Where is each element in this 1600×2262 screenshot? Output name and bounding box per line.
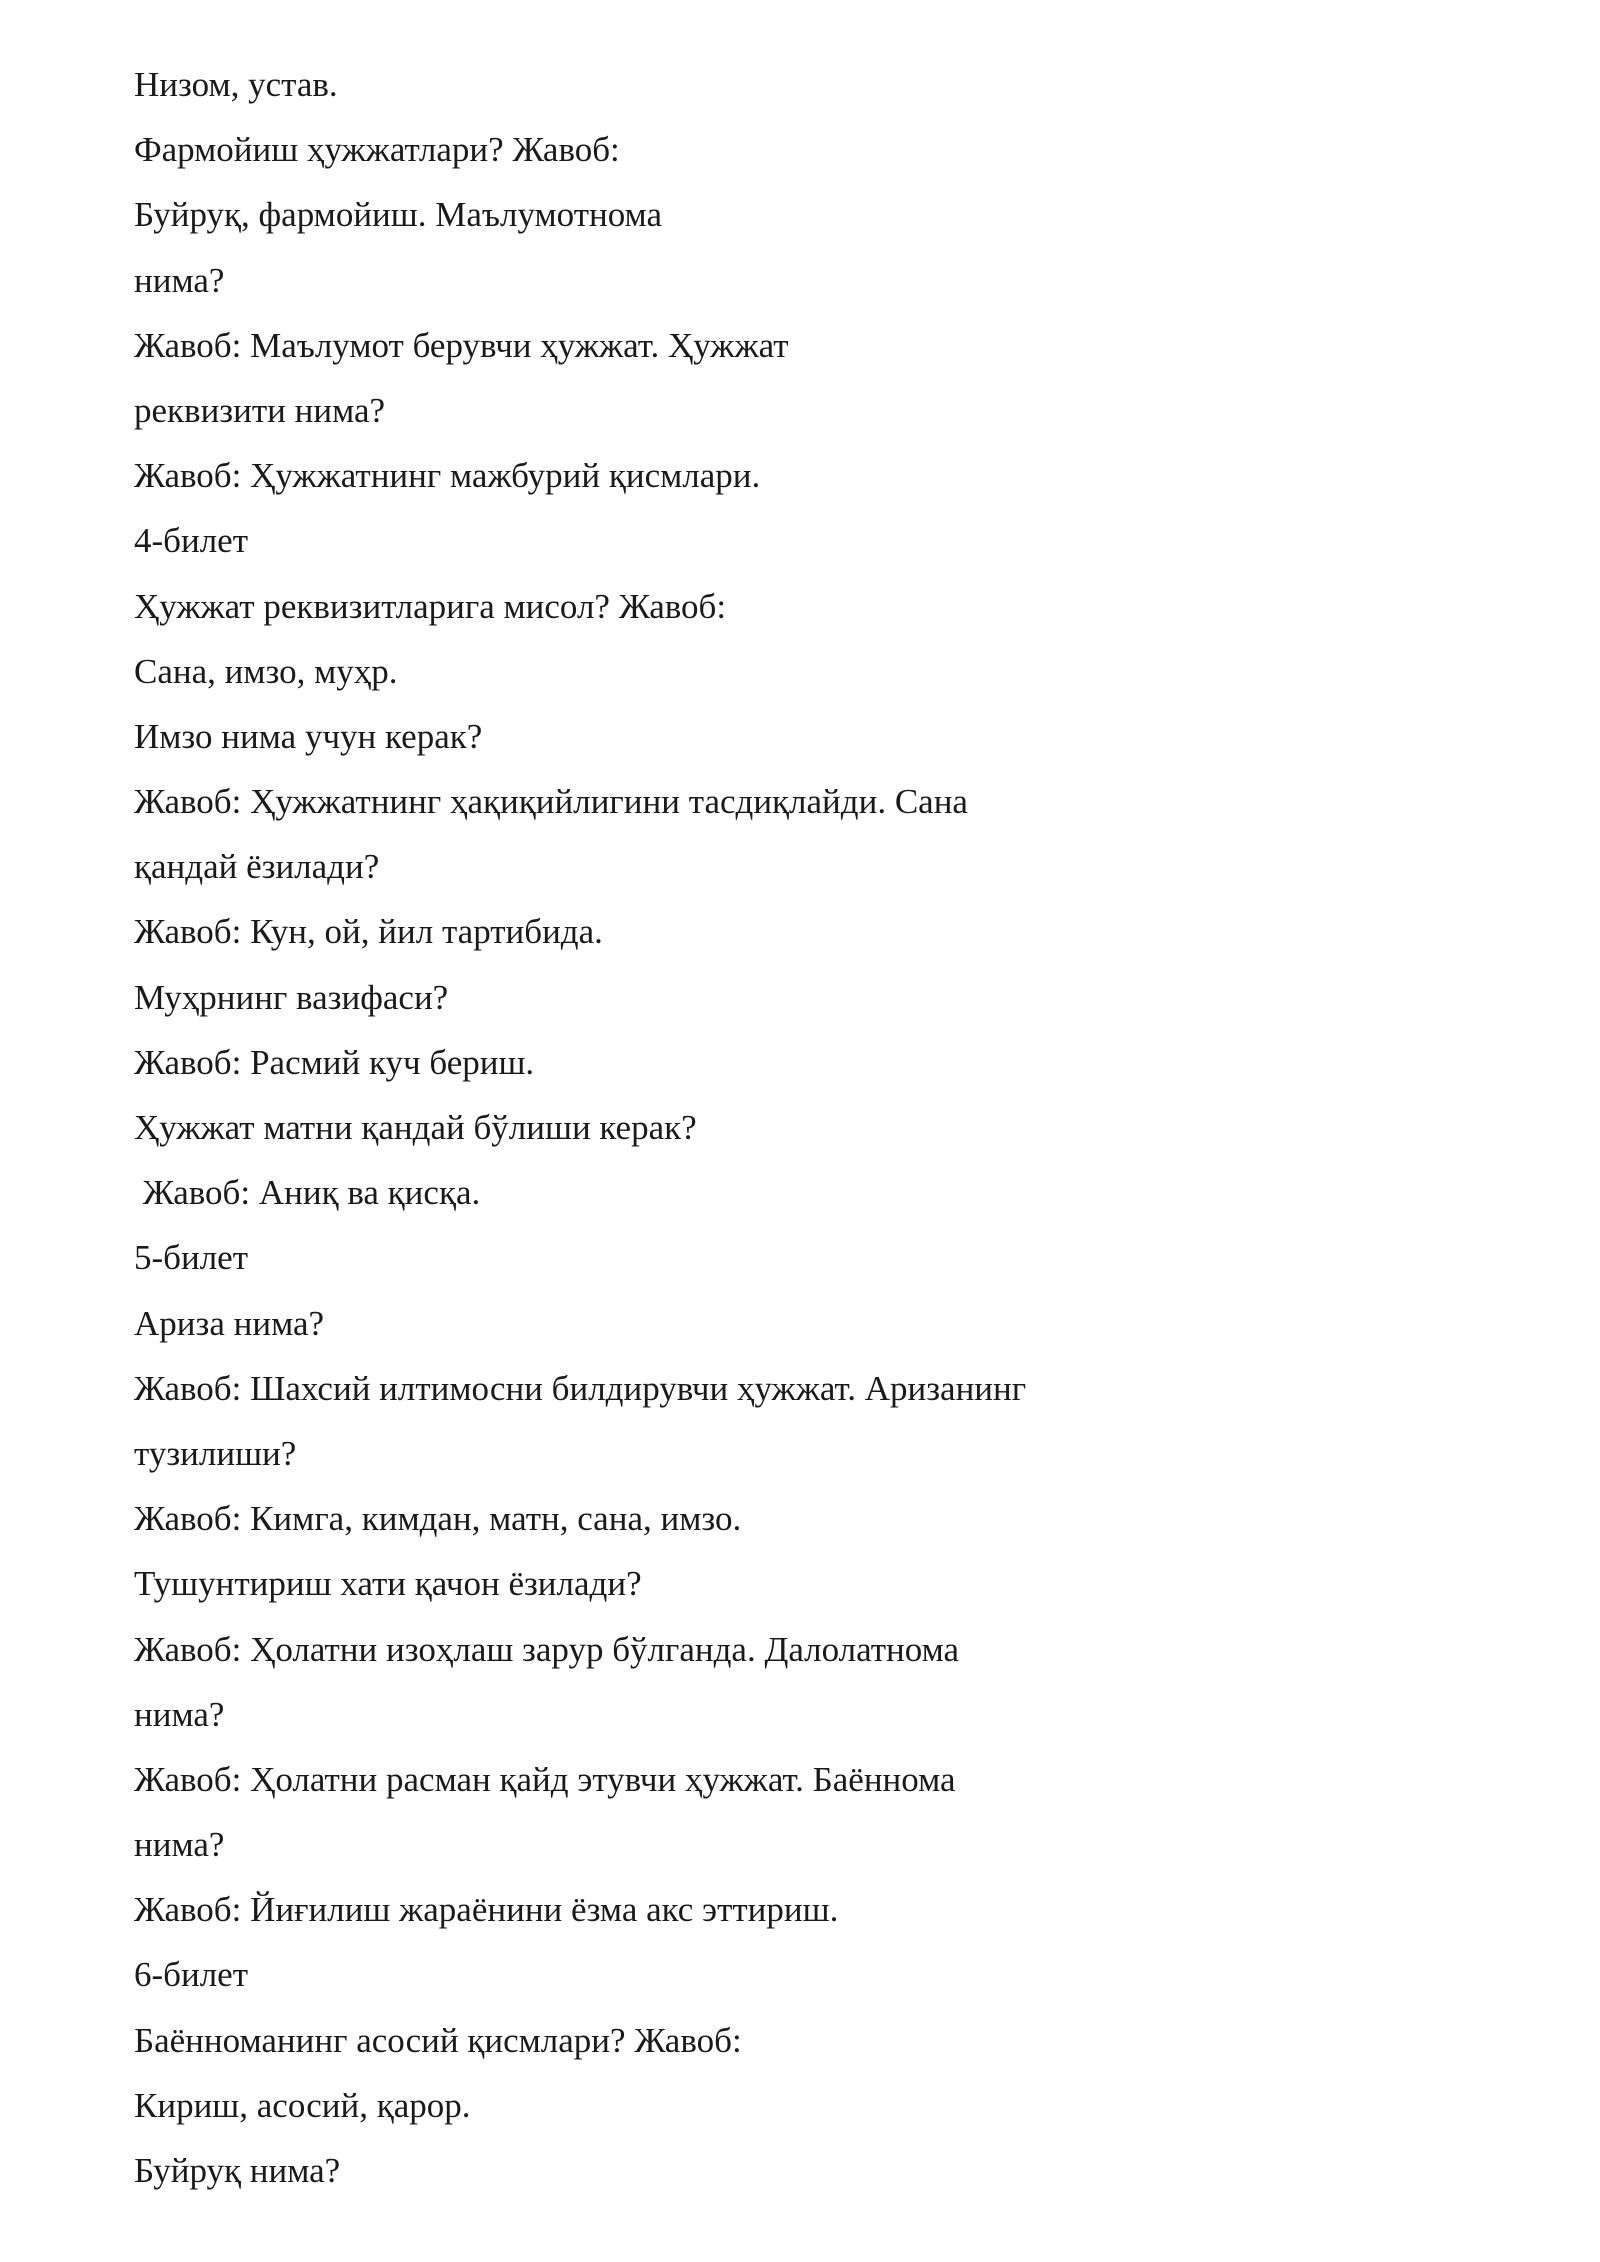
text-line: нима? — [134, 1825, 225, 1865]
text-line: Сана, имзо, муҳр. — [134, 651, 398, 691]
text-line: Низом, устав. — [134, 65, 338, 104]
text-line: Ҳужжат реквизитларига мисол? Жавоб: — [134, 586, 727, 626]
text-line: Баённоманинг асосий қисмлари? Жавоб: — [134, 2020, 742, 2060]
ticket-heading: 5-билет — [134, 1238, 248, 1278]
text-line: Жавоб: Ҳолатни расман қайд этувчи ҳужжат. Баённома — [134, 1759, 956, 1799]
text-line: Жавоб: Кимга, кимдан, матн, сана, имзо. — [134, 1499, 742, 1539]
text-line: нима? — [134, 260, 225, 300]
text-line: нима? — [134, 1694, 225, 1734]
ticket-heading: 6-билет — [134, 1955, 248, 1995]
text-line: Жавоб: Расмий куч бериш. — [134, 1042, 535, 1082]
text-line: Кириш, асосий, қарор. — [134, 2085, 471, 2125]
text-line: Жавоб: Ҳужжатнинг мажбурий қисмлари. — [134, 456, 761, 496]
text-line: Жавоб: Йиғилиш жараёнини ёзма акс эттириш. — [134, 1890, 839, 1930]
text-line: реквизити нима? — [134, 390, 386, 430]
text-line: Жавоб: Кун, ой, йил тартибида. — [134, 912, 603, 952]
text-line: Имзо нима учун керак? — [134, 716, 483, 756]
text-line: Ҳужжат матни қандай бўлиши керак? — [134, 1108, 697, 1147]
text-line: тузилиши? — [134, 1433, 297, 1473]
text-line: Жавоб: Ҳолатни изоҳлаш зарур бўлганда. Далолатнома — [134, 1629, 960, 1669]
text-line: Тушунтириш хати қачон ёзилади? — [134, 1564, 642, 1604]
text-line: қандай ёзилади? — [134, 847, 380, 887]
text-line: Ариза нима? — [134, 1303, 325, 1343]
text-line: Жавоб: Аниқ ва қисқа. — [134, 1173, 481, 1213]
text-line: Жавоб: Ҳужжатнинг ҳақиқийлигини тасдиқлайди. Сана — [134, 782, 968, 822]
text-line: Буйруқ нима? — [134, 2151, 341, 2190]
text-line: Муҳрнинг вазифаси? — [134, 977, 449, 1017]
text-line: Фармойиш ҳужжатлари? Жавоб: — [134, 130, 620, 170]
text-line: Жавоб: Шахсий илтимосни билдирувчи ҳужжат. Аризанинг — [134, 1368, 1027, 1408]
ticket-heading: 4-билет — [134, 521, 248, 561]
document-body — [134, 52, 1494, 2203]
text-line: Буйруқ, фармойиш. Маълумотнома — [134, 195, 662, 235]
text-line: Жавоб: Маълумот берувчи ҳужжат. Ҳужжат — [134, 325, 789, 365]
